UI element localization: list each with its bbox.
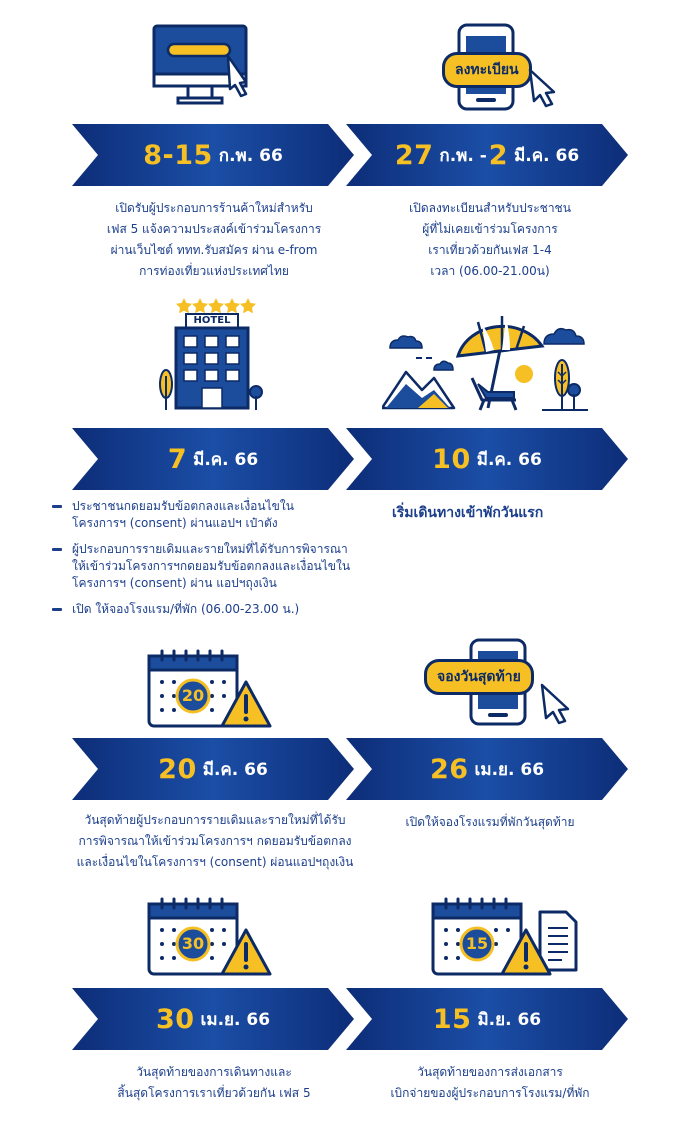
calendar-number-20: 20: [181, 686, 205, 705]
date-day: 7: [167, 443, 188, 475]
bullet-dash-icon: [52, 608, 62, 611]
description-line: สิ้นสุดโครงการเราเที่ยวด้วยกัน เฟส 5: [117, 1086, 311, 1100]
date-month: มิ.ย. 66: [477, 1009, 542, 1030]
date-banner-8: [346, 988, 628, 1050]
calendar-warning-icon: [146, 896, 276, 978]
event-description-3: [52, 498, 372, 627]
calendar-warning-icon: [146, 648, 276, 730]
date-banner-6: [346, 738, 628, 800]
description-line: ผู้ที่ไม่เคยเข้าร่วมโครงการ: [422, 222, 558, 236]
bullet-line: ประชาชนกดยอมรับข้อตกลงและเงื่อนไขใน: [72, 499, 294, 513]
date-day: 26: [429, 753, 469, 785]
date-month: เม.ย. 66: [474, 759, 545, 780]
date-month: มี.ค. 66: [476, 449, 542, 470]
computer-monitor-icon: [150, 22, 268, 108]
bullet-line: โครงการฯ (consent) ผ่าน แอปฯถุงเงิน: [72, 576, 277, 590]
bullet-line: เปิด ให้จองโรงแรม/ที่พัก (06.00-23.00 น.): [72, 602, 300, 616]
date-day: 15: [432, 1003, 472, 1035]
date-day: 30: [155, 1003, 195, 1035]
description-line: และเงื่อนไขในโครงการฯ (consent) ผ่อนแอปฯถุงเงิน: [76, 855, 354, 869]
description-line: เวลา (06.00-21.00น): [430, 264, 550, 278]
event-description-1: [64, 198, 364, 282]
description-line: เบิกจ่ายของผู้ประกอบการโรงแรม/ที่พัก: [390, 1086, 590, 1100]
date-month: ก.พ. -: [439, 145, 487, 166]
phone-register-icon: [440, 22, 560, 114]
calendar-number-15: 15: [465, 934, 489, 953]
bullet-dash-icon: [52, 505, 62, 508]
event-description-5: [50, 810, 380, 873]
date-banner-2: [346, 124, 628, 186]
event-description-4: เริ่มเดินทางเข้าพักวันแรก: [392, 505, 544, 521]
description-line: วันสุดท้ายของการส่งเอกสาร: [417, 1065, 563, 1079]
date-month-end: มี.ค. 66: [514, 145, 580, 166]
bullet-line: โครงการฯ (consent) ผ่านแอปฯ เป๋าตัง: [72, 516, 278, 530]
date-day: 27: [394, 139, 434, 171]
description-line: การท่องเที่ยวแห่งประเทศไทย: [139, 264, 289, 278]
description-line: เปิดให้จองโรงแรมที่พักวันสุดท้าย: [405, 815, 575, 829]
beach-umbrella-icon: [382, 312, 590, 412]
bullet-item: [52, 601, 372, 618]
event-description-2: [340, 198, 640, 282]
phone-last-booking-icon: [422, 637, 574, 729]
description-line: เฟส 5 แจ้งความประสงค์เข้าร่วมโครงการ: [106, 222, 322, 236]
date-banner-7: [72, 988, 354, 1050]
calendar-number-30: 30: [181, 934, 205, 953]
register-badge-text: ลงทะเบียน: [455, 62, 519, 78]
date-day-end: 2: [488, 139, 509, 171]
description-line: วันสุดท้ายผู้ประกอบการรายเดิมและรายใหม่ที่ได้รับ: [84, 813, 346, 827]
event-description-6: [340, 812, 640, 833]
description-line: เราเที่ยวด้วยกันเฟส 1-4: [428, 243, 552, 257]
date-day: 8-15: [143, 139, 213, 171]
date-banner-3: [72, 428, 354, 490]
hotel-icon: [158, 296, 268, 412]
date-banner-1: [72, 124, 354, 186]
description-line: เปิดรับผู้ประกอบการร้านค้าใหม่สำหรับ: [115, 201, 313, 215]
description-line: ผ่านเว็บไซต์ ททท.รับสมัคร ผ่าน e-from: [110, 243, 318, 257]
calendar-document-icon: [430, 896, 580, 978]
date-day: 20: [158, 753, 197, 785]
bullet-item: [52, 541, 372, 592]
date-banner-5: [72, 738, 354, 800]
bullet-line: ให้เข้าร่วมโครงการฯกดยอมรับข้อตกลงและเงื่อนไขใน: [72, 559, 351, 573]
event-description-8: [340, 1062, 640, 1104]
description-line: วันสุดท้ายของการเดินทางและ: [136, 1065, 292, 1079]
event-description-7: [64, 1062, 364, 1104]
bullet-dash-icon: [52, 548, 62, 551]
date-month: ก.พ. 66: [218, 145, 283, 166]
last-booking-badge-text: จองวันสุดท้าย: [437, 669, 521, 685]
hotel-sign-text: HOTEL: [193, 315, 231, 326]
date-month: มี.ค. 66: [193, 449, 259, 470]
bullet-item: [52, 498, 372, 532]
description-line: การพิจารณาให้เข้าร่วมโครงการฯ กดยอมรับข้อตกลง: [78, 834, 352, 848]
date-day: 10: [432, 443, 471, 475]
date-banner-4: [346, 428, 628, 490]
date-month: มี.ค. 66: [202, 759, 268, 780]
bullet-line: ผู้ประกอบการรายเดิมและรายใหม่ที่ได้รับการพิจารณา: [72, 542, 348, 556]
description-line: เปิดลงทะเบียนสำหรับประชาชน: [409, 201, 571, 215]
date-month: เม.ย. 66: [200, 1009, 271, 1030]
